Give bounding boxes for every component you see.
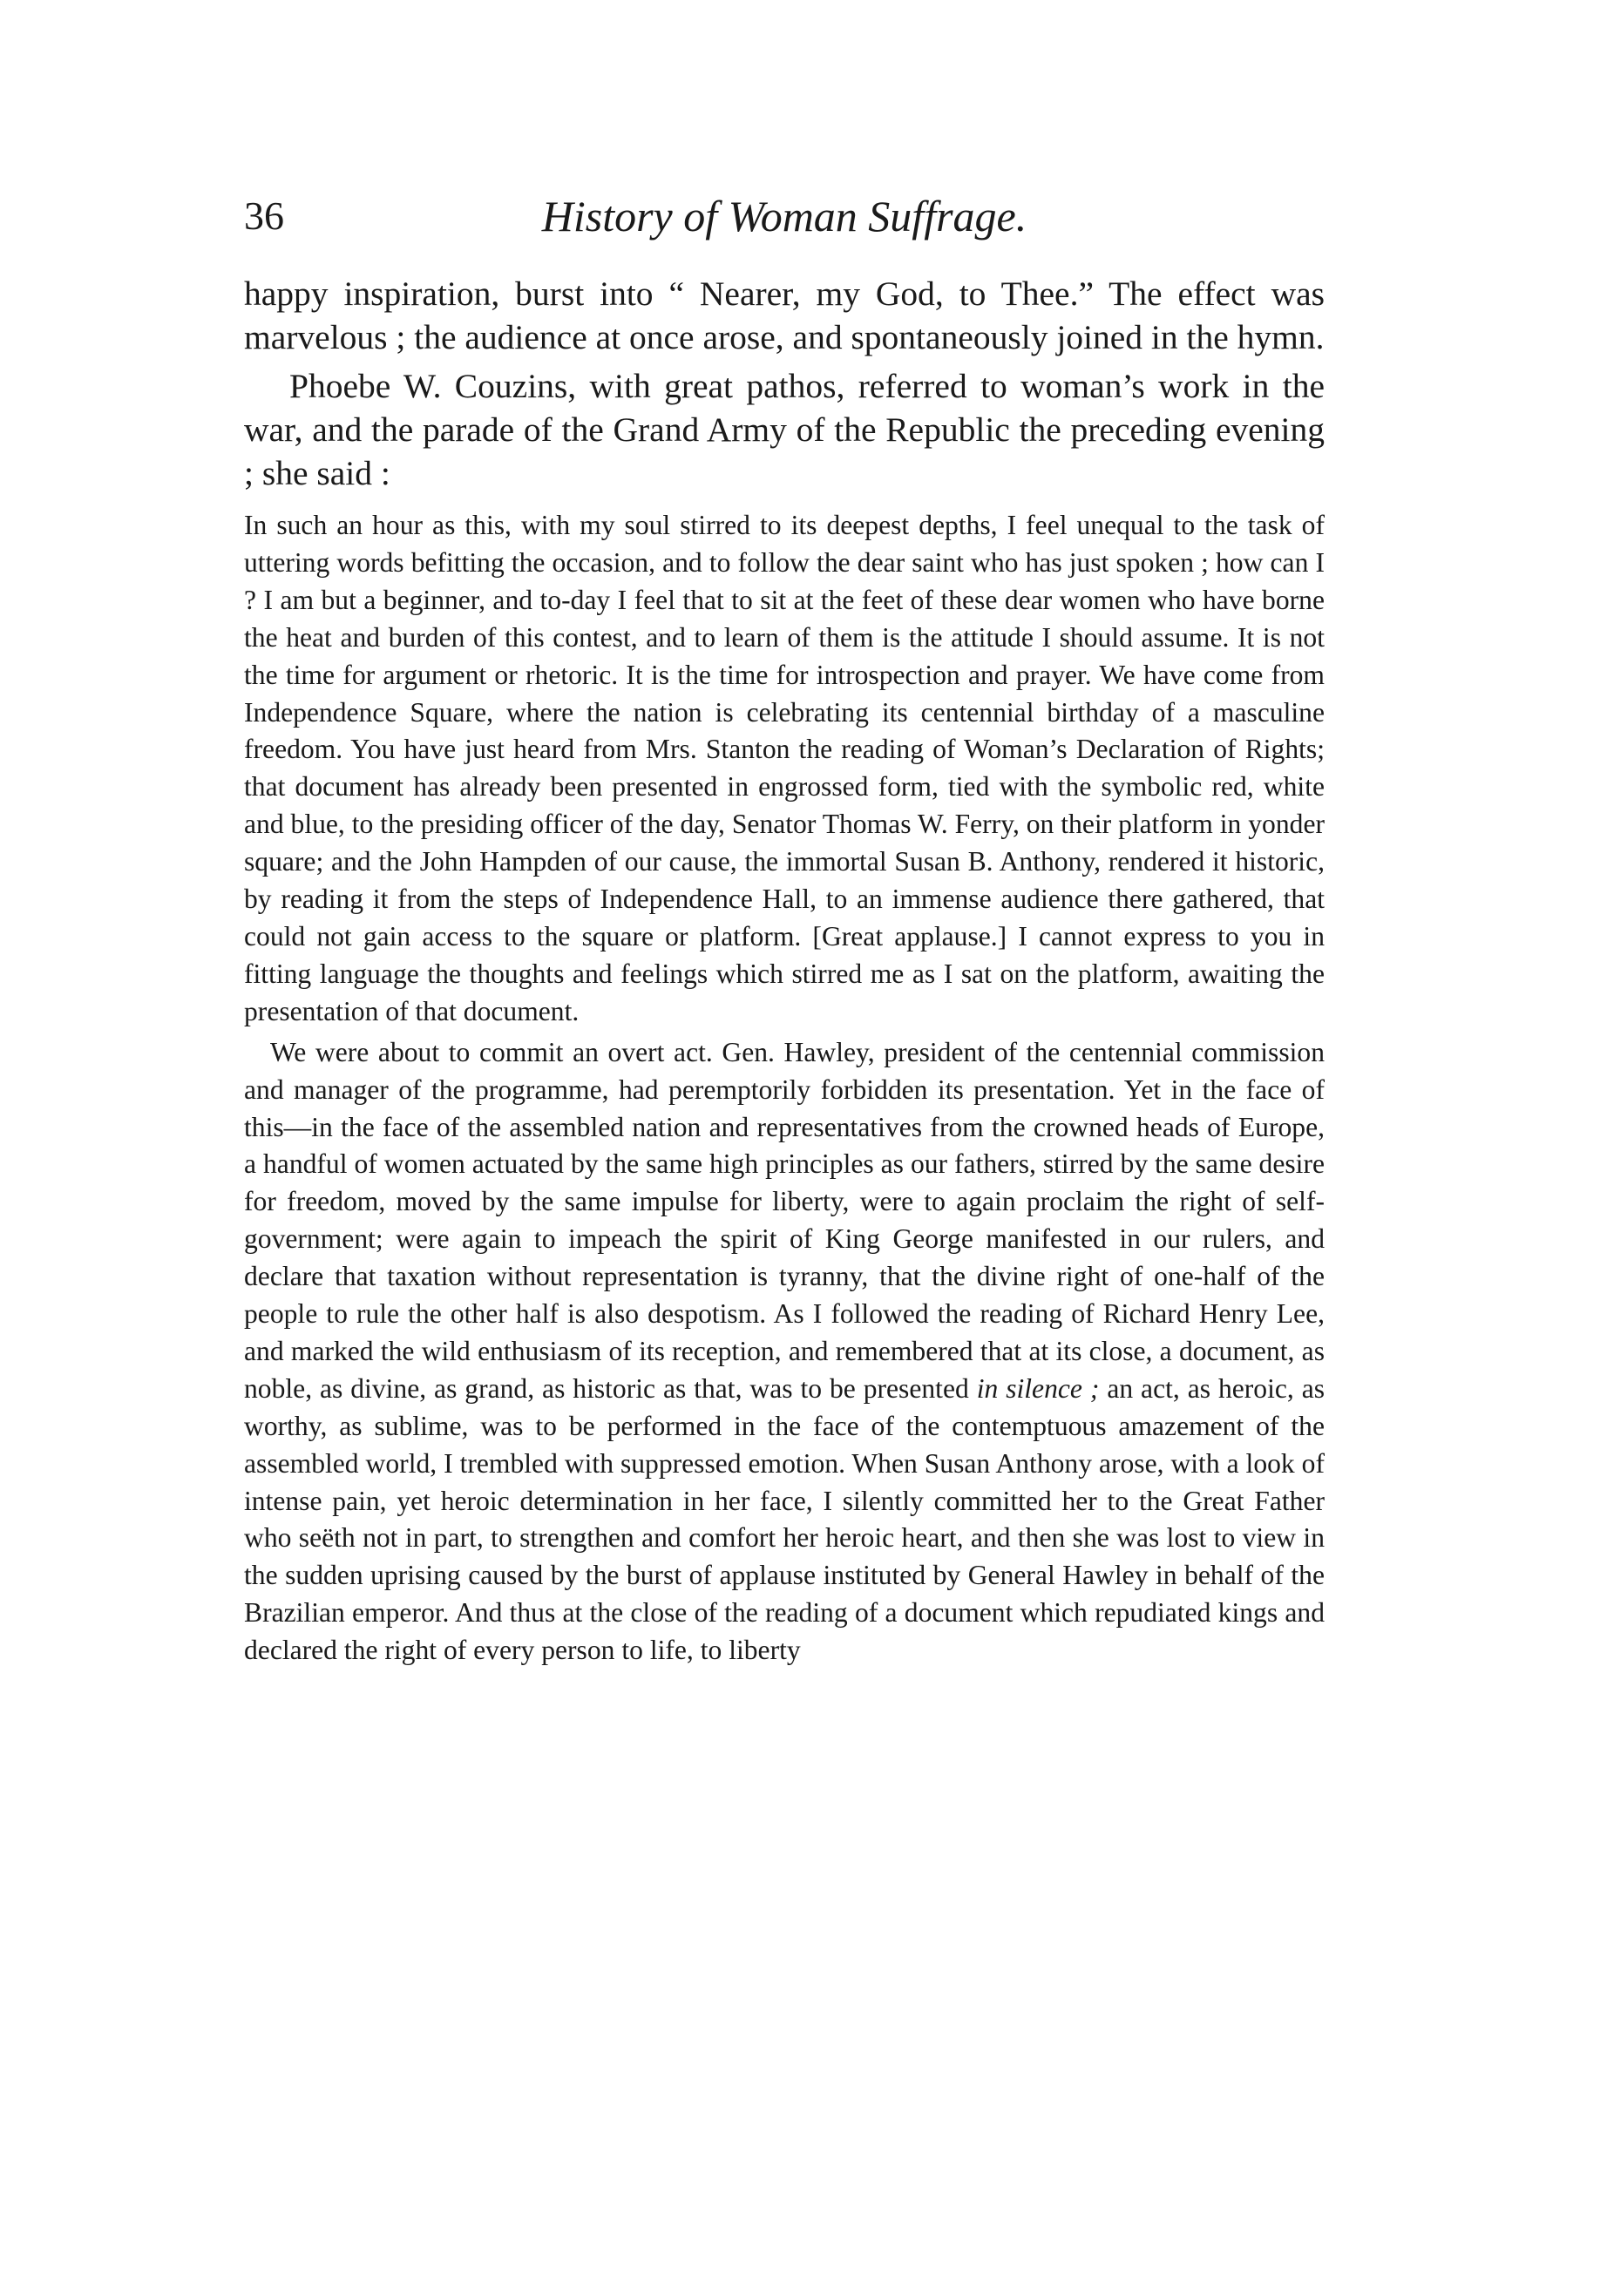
speech-paragraph-1: In such an hour as this, with my soul stirred to its deepest depths, I feel unequal to the task of uttering words befitting the occasion, and to follow the dear saint who has just spoken ; how can I ? I am but a beginner, and to-day I feel that to sit at the feet of these dear women who have borne the heat and burden of this contest, and to learn of them is the attitude I should assume. It is not the time for argument or rhetoric. It is the time for introspection and prayer. We have come from Independence Square, where the nation is celebrating its centennial birthday of a masculine freedom. You have just heard from Mrs. Stanton the reading of Woman’s Declaration of Rights; that document has already been presented in engrossed form, tied with the symbolic red, white and blue, to the presiding officer of the day, Senator Thomas W. Ferry, on their platform in yonder square; and the John Hampden of our cause, the immortal Susan B. Anthony, rendered it historic, by reading it from the steps of Independence Hall, to an immense audience there gathered, that could not gain access to the square or platform. [Great applause.] I cannot express to you in fitting language the thoughts and feelings which stirred me as I sat on the platform, awaiting the presentation of that document.: [244, 510, 1325, 1026]
speech-paragraph-2-part-a: We were about to commit an overt act. Gen. Hawley, president of the centennial commission and manager of the programme, had peremptorily forbidden its presentation. Yet in the face of this—in the face of the assembled nation and representatives from the crowned heads of Europe, a handful of women actuated by the same high principles as our fathers, stirred by the same desire for freedom, moved by the same impulse for liberty, were to again proclaim the right of self-government; were again to impeach the spirit of King George manifested in our rulers, and declare that taxation without representation is tyranny, that the divine right of one-half of the people to rule the other half is also despotism. As I followed the reading of Richard Henry Lee, and marked the wild enthusiasm of its reception, and remembered that at its close, a document, as noble, as divine, as grand, as historic as that, was to be presented: [244, 1036, 1325, 1404]
page-header: [244, 192, 1325, 244]
speech-paragraph-2: [244, 1034, 1325, 1670]
page-number: 36: [244, 193, 284, 238]
emphasis-in-silence: in silence ;: [976, 1372, 1100, 1404]
paragraph-couzins-intro: Phoebe W. Couzins, with great pathos, referred to woman’s work in the war, and the parade of the Grand Army of the Republic the preceding evening ; she said :: [244, 367, 1325, 492]
speech-paragraph-2-part-b: an act, as heroic, as worthy, as sublime, was to be performed in the face of the contemptuous amazement of the assembled world, I trembled with suppressed emotion. When Susan Anthony arose, with a look of intense pain, yet heroic determination in her face, I silently committed her to the Great Father who seëth not in part, to strengthen and comfort her heroic heart, and then she was lost to view in the sudden uprising caused by the burst of applause instituted by General Hawley in behalf of the Brazilian emperor. And thus at the close of the reading of a document which repudiated kings and declared the right of every person to life, to liberty: [244, 1372, 1325, 1666]
body-text: [244, 272, 1325, 1670]
paragraph-continuation: happy inspiration, burst into “ Nearer, my God, to Thee.” The effect was marvelous ; the audience at once arose, and spontaneously joined in the hymn.: [244, 274, 1325, 356]
running-title: History of Woman Suffrage.: [541, 192, 1027, 240]
